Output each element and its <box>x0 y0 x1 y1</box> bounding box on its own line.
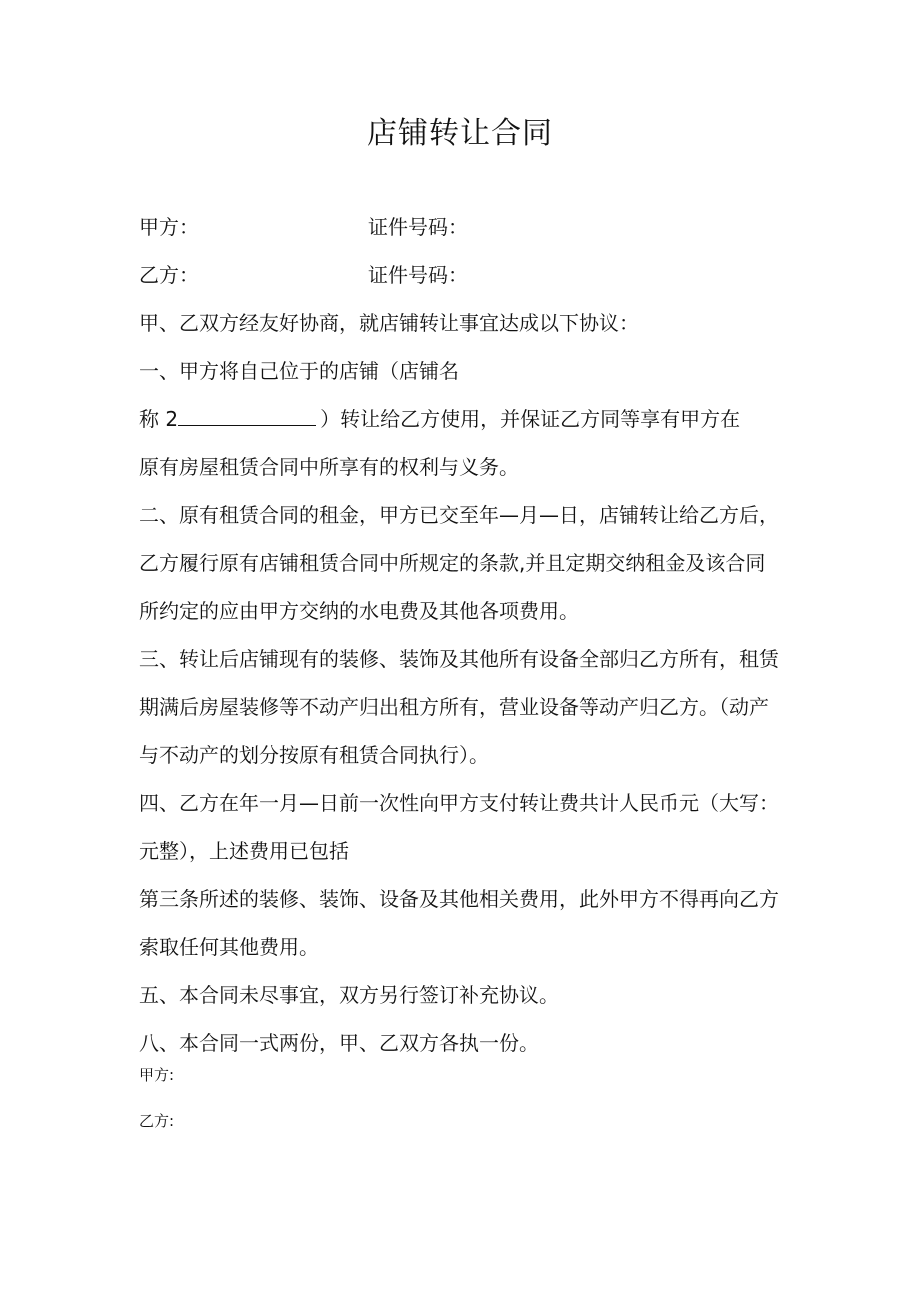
clause-1-line-3: 原有房屋租赁合同中所享有的权利与义务。 <box>139 455 519 479</box>
clause-4-line-4: 索取任何其他费用。 <box>139 935 319 959</box>
clause-3-line-3: 与不动产的划分按原有租赁合同执行）。 <box>139 743 489 767</box>
shop-name-blank <box>178 407 316 426</box>
clause-5: 五、本合同未尽事宜，双方另行签订补充协议。 <box>139 983 559 1007</box>
clause-2-line-1: 二、原有租赁合同的租金，甲方已交至年—月—日，店铺转让给乙方后， <box>139 503 779 527</box>
intro-paragraph: 甲、乙双方经友好协商，就店铺转让事宜达成以下协议： <box>139 311 639 335</box>
clause-4-line-3: 第三条所述的装修、装饰、设备及其他相关费用，此外甲方不得再向乙方 <box>139 887 779 911</box>
clause-2-line-2: 乙方履行原有店铺租赁合同中所规定的条款,并且定期交纳租金及该合同 <box>139 551 766 575</box>
party-a-id-label: 证件号码： <box>368 215 468 239</box>
party-b-label: 乙方： <box>139 263 199 287</box>
party-a-label: 甲方： <box>139 215 199 239</box>
clause-1-line-2 <box>139 404 740 434</box>
document-title: 店铺转让合同 <box>367 116 553 151</box>
shop-name-prefix: 称 2 <box>139 407 179 431</box>
clause-3-line-1: 三、转让后店铺现有的装修、装饰及其他所有设备全部归乙方所有，租赁 <box>139 647 779 671</box>
shop-name-suffix: ）转让给乙方使用，并保证乙方同等享有甲方在 <box>320 407 741 431</box>
party-b-id-label: 证件号码： <box>368 263 468 287</box>
clause-1-line-1: 一、甲方将自己位于的店铺（店铺名 <box>139 359 459 383</box>
signature-party-b: 乙方: <box>139 1112 175 1130</box>
signature-party-a: 甲方: <box>139 1066 175 1084</box>
clause-8: 八、本合同一式两份，甲、乙双方各执一份。 <box>139 1031 539 1055</box>
clause-3-line-2: 期满后房屋装修等不动产归出租方所有，营业设备等动产归乙方。（动产 <box>139 695 769 719</box>
clause-4-line-2: 元整），上述费用已包括 <box>139 839 349 863</box>
clause-2-line-3: 所约定的应由甲方交纳的水电费及其他各项费用。 <box>139 599 579 623</box>
clause-4-line-1: 四、乙方在年一月—日前一次性向甲方支付转让费共计人民币元（大写： <box>139 791 779 815</box>
